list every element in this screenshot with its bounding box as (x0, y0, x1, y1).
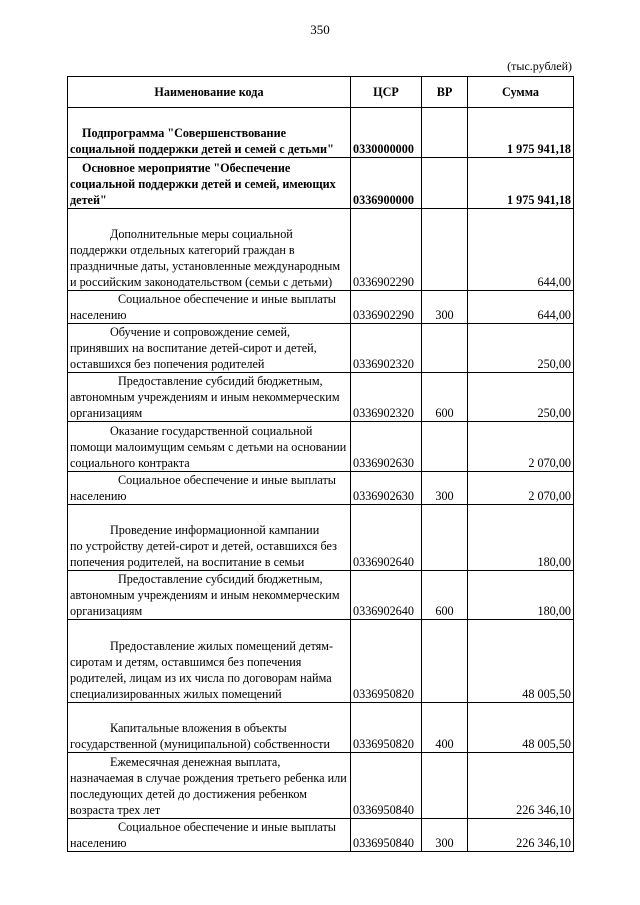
row-name (68, 753, 351, 819)
row-name-first-line: Капитальные вложения в объекты (110, 721, 287, 735)
row-name-first-line: Социальное обеспечение и иные выплаты (118, 473, 336, 487)
row-name-rest: назначаемая в случае рождения третьего ребенка или последующих детей до достижения ребенком возраста трех лет (70, 771, 347, 817)
row-csr: 0336950820 (351, 703, 422, 753)
row-name-rest: населению (70, 836, 127, 850)
row-name-first-line: Социальное обеспечение и иные выплаты (118, 820, 336, 834)
row-name-first-line: Основное мероприятие "Обеспечение (82, 161, 291, 175)
header-vr: ВР (422, 77, 468, 108)
row-csr: 0336950820 (351, 620, 422, 703)
row-name-first-line: Социальное обеспечение и иные выплаты (118, 292, 336, 306)
row-vr: 600 (422, 373, 468, 422)
table-row (68, 620, 574, 703)
row-name-rest: социальной поддержки детей и семей с детьми" (70, 142, 334, 156)
row-name-first-line: Проведение информационной кампании (110, 523, 320, 537)
row-name-rest: помощи малоимущим семьям с детьми на основании социального контракта (70, 440, 347, 470)
row-name (68, 158, 351, 209)
row-vr (422, 753, 468, 819)
table-row (68, 472, 574, 505)
row-name (68, 703, 351, 753)
row-name (68, 108, 351, 158)
row-csr: 0330000000 (351, 108, 422, 158)
table-row (68, 373, 574, 422)
row-sum: 2 070,00 (468, 472, 574, 505)
row-sum: 644,00 (468, 209, 574, 291)
row-csr: 0336902630 (351, 422, 422, 472)
row-name (68, 373, 351, 422)
row-name-rest: государственной (муниципальной) собственности (70, 737, 331, 751)
header-sum: Сумма (468, 77, 574, 108)
row-csr: 0336902290 (351, 291, 422, 324)
row-name-first-line: Дополнительные меры социальной (110, 227, 293, 241)
row-vr (422, 324, 468, 373)
row-vr (422, 108, 468, 158)
row-csr: 0336950840 (351, 819, 422, 852)
row-name (68, 209, 351, 291)
row-csr: 0336900000 (351, 158, 422, 209)
row-csr: 0336902290 (351, 209, 422, 291)
row-name-rest: автономным учреждениям и иным некоммерческим организациям (70, 390, 340, 420)
row-name-rest: социальной поддержки детей и семей, имеющих детей" (70, 177, 336, 207)
row-sum: 1 975 941,18 (468, 158, 574, 209)
row-csr: 0336950840 (351, 753, 422, 819)
row-vr (422, 209, 468, 291)
row-vr: 600 (422, 571, 468, 620)
table-row (68, 571, 574, 620)
header-name: Наименование кода (68, 77, 351, 108)
row-name (68, 422, 351, 472)
row-vr: 300 (422, 472, 468, 505)
table-row (68, 505, 574, 571)
row-csr: 0336902630 (351, 472, 422, 505)
row-vr (422, 422, 468, 472)
header-csr: ЦСР (351, 77, 422, 108)
row-name-rest: сиротам и детям, оставшимся без попечения родителей, лицам из их числа по договорам найма специализированных жилых помещений (70, 655, 332, 701)
table-row (68, 422, 574, 472)
row-vr: 300 (422, 819, 468, 852)
row-name-first-line: Предоставление субсидий бюджетным, (118, 374, 323, 388)
row-csr: 0336902640 (351, 505, 422, 571)
row-sum: 1 975 941,18 (468, 108, 574, 158)
row-name-first-line: Подпрограмма "Совершенствование (82, 126, 287, 140)
row-name (68, 291, 351, 324)
row-name-first-line: Оказание государственной социальной (110, 424, 313, 438)
row-name-first-line: Обучение и сопровождение семей, (110, 325, 291, 339)
row-sum: 180,00 (468, 505, 574, 571)
row-name-first-line: Предоставление жилых помещений детям- (110, 639, 334, 653)
page-number: 350 (310, 22, 330, 37)
row-name-rest: населению (70, 308, 127, 322)
table-row (68, 753, 574, 819)
row-sum: 48 005,50 (468, 703, 574, 753)
row-sum: 250,00 (468, 373, 574, 422)
row-name-rest: принявших на воспитание детей-сирот и детей, оставшихся без попечения родителей (70, 341, 317, 371)
row-name (68, 819, 351, 852)
row-name-rest: по устройству детей-сирот и детей, оставшихся без попечения родителей, на воспитание в семьи (70, 539, 337, 569)
row-name-rest: населению (70, 489, 127, 503)
row-sum: 2 070,00 (468, 422, 574, 472)
table-row (68, 108, 574, 158)
row-name (68, 472, 351, 505)
table-row (68, 703, 574, 753)
row-name-first-line: Предоставление субсидий бюджетным, (118, 572, 323, 586)
row-name (68, 505, 351, 571)
row-csr: 0336902320 (351, 324, 422, 373)
row-vr: 300 (422, 291, 468, 324)
row-name-first-line: Ежемесячная денежная выплата, (110, 755, 281, 769)
row-sum: 48 005,50 (468, 620, 574, 703)
table-row (68, 324, 574, 373)
budget-table (67, 76, 574, 852)
table-row (68, 209, 574, 291)
row-vr (422, 620, 468, 703)
row-csr: 0336902640 (351, 571, 422, 620)
row-name-rest: автономным учреждениям и иным некоммерческим организациям (70, 588, 340, 618)
row-name (68, 324, 351, 373)
row-name-rest: поддержки отдельных категорий граждан в праздничные даты, установленные международным и российским законодательством (семьи с детьми) (70, 243, 341, 289)
table-row (68, 819, 574, 852)
row-vr: 400 (422, 703, 468, 753)
row-csr: 0336902320 (351, 373, 422, 422)
row-sum: 226 346,10 (468, 753, 574, 819)
table-header-row (68, 77, 574, 108)
row-name (68, 571, 351, 620)
table-row (68, 158, 574, 209)
row-sum: 180,00 (468, 571, 574, 620)
row-sum: 226 346,10 (468, 819, 574, 852)
row-name (68, 620, 351, 703)
units-label: (тыс.рублей) (507, 59, 572, 73)
row-vr (422, 158, 468, 209)
row-sum: 644,00 (468, 291, 574, 324)
row-sum: 250,00 (468, 324, 574, 373)
row-vr (422, 505, 468, 571)
table-row (68, 291, 574, 324)
